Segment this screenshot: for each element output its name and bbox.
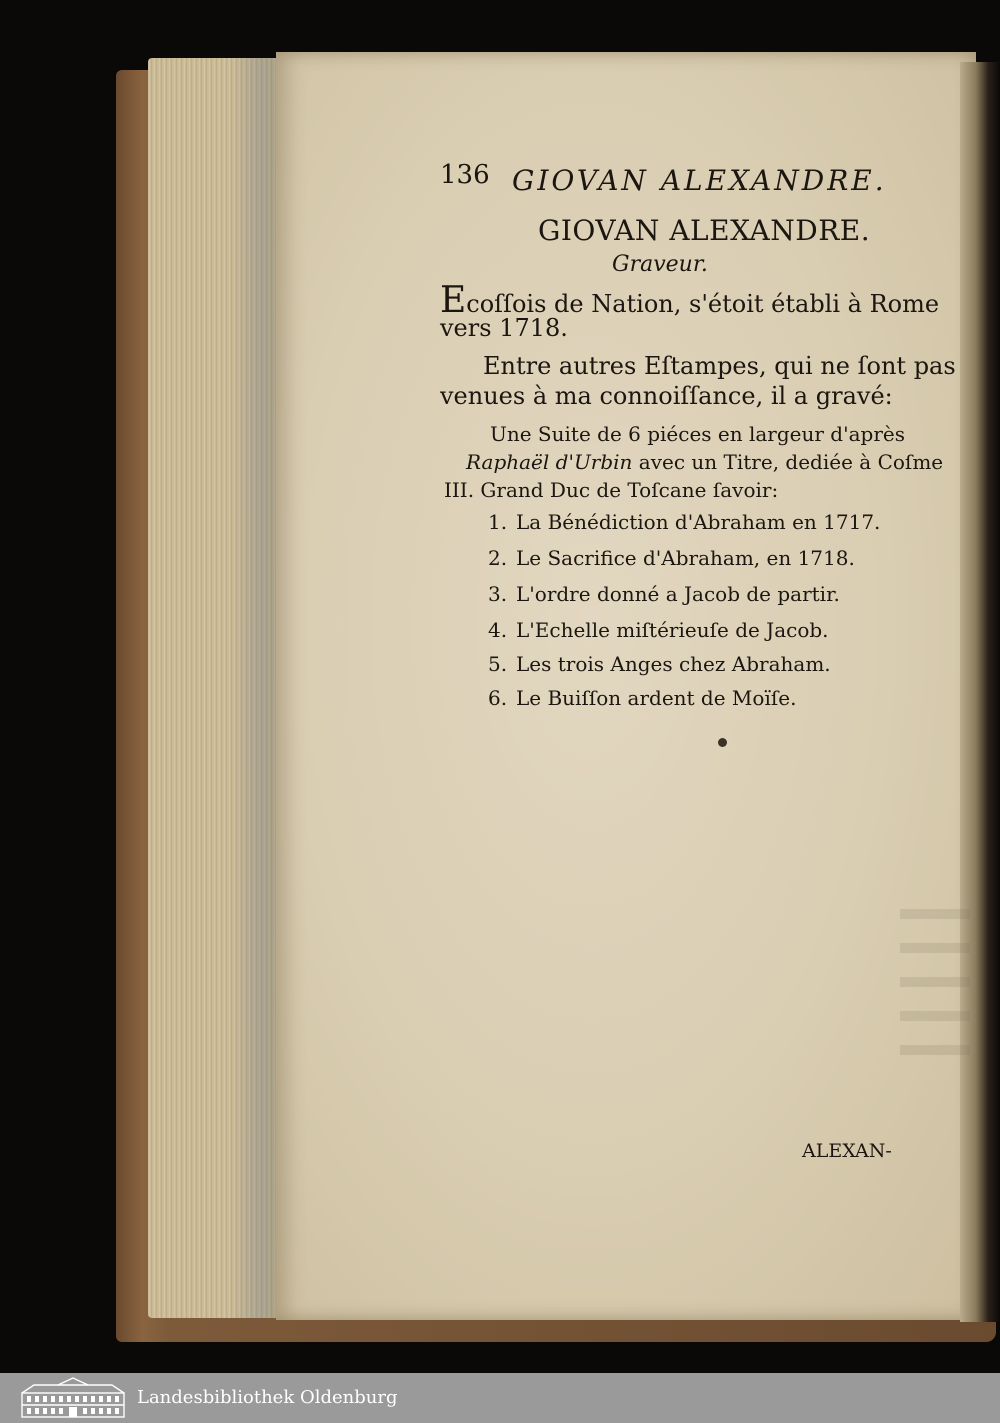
list-item: [488, 652, 831, 676]
catchword: ALEXAN-: [802, 1140, 892, 1162]
list-item: [488, 618, 829, 642]
list-item-number: 5.: [488, 652, 508, 676]
list-item: [488, 510, 880, 534]
list-item-number: 4.: [488, 618, 508, 642]
description-italic-name: Raphaël d'Urbin: [466, 450, 633, 474]
entry-subheading: Graveur.: [612, 252, 708, 277]
paragraph-2-line-2: venues à ma connoiſſance, il a gravé:: [440, 382, 893, 410]
list-item: [488, 546, 855, 570]
description-line-2-text: avec un Titre, dediée à Coſme: [638, 450, 944, 474]
entry-heading: GIOVAN ALEXANDRE.: [538, 214, 871, 247]
list-item-number: 1.: [488, 510, 508, 534]
list-item-text: La Bénédiction d'Abraham en 1717.: [516, 510, 881, 534]
list-item-text: Le Sacrifice d'Abraham, en 1718.: [516, 546, 855, 570]
paragraph-2-line-1: Entre autres Eſtampes, qui ne ſont pas: [483, 352, 956, 380]
footer-bar: [0, 1373, 1000, 1423]
list-item-text: Le Buiſſon ardent de Moïſe.: [516, 686, 797, 710]
ornament-dot: [718, 738, 727, 747]
library-building-icon: [20, 1377, 126, 1419]
bleed-through-text: [900, 905, 970, 1055]
page-number: 136: [440, 160, 490, 190]
description-line-2: [466, 450, 943, 474]
list-item-text: L'ordre donné a Jacob de partir.: [516, 582, 840, 606]
paragraph-1-line-2: vers 1718.: [440, 314, 568, 342]
list-item: [488, 686, 796, 710]
paragraph-1-line-1-text: coſſois de Nation, s'étoit établi à Rome: [466, 290, 940, 318]
drop-cap: E: [440, 280, 467, 321]
book-gutter: [960, 62, 1000, 1322]
list-item: [488, 582, 840, 606]
list-item-number: 2.: [488, 546, 508, 570]
list-item-number: 6.: [488, 686, 508, 710]
description-line-3: III. Grand Duc de Toſcane ſavoir:: [444, 478, 779, 502]
library-name: Landesbibliothek Oldenburg: [137, 1387, 398, 1408]
list-item-text: L'Echelle miſtérieuſe de Jacob.: [516, 618, 829, 642]
description-line-1: Une Suite de 6 piéces en largeur d'après: [490, 422, 905, 446]
list-item-number: 3.: [488, 582, 508, 606]
running-title: GIOVAN ALEXANDRE.: [512, 164, 887, 197]
list-item-text: Les trois Anges chez Abraham.: [516, 652, 831, 676]
